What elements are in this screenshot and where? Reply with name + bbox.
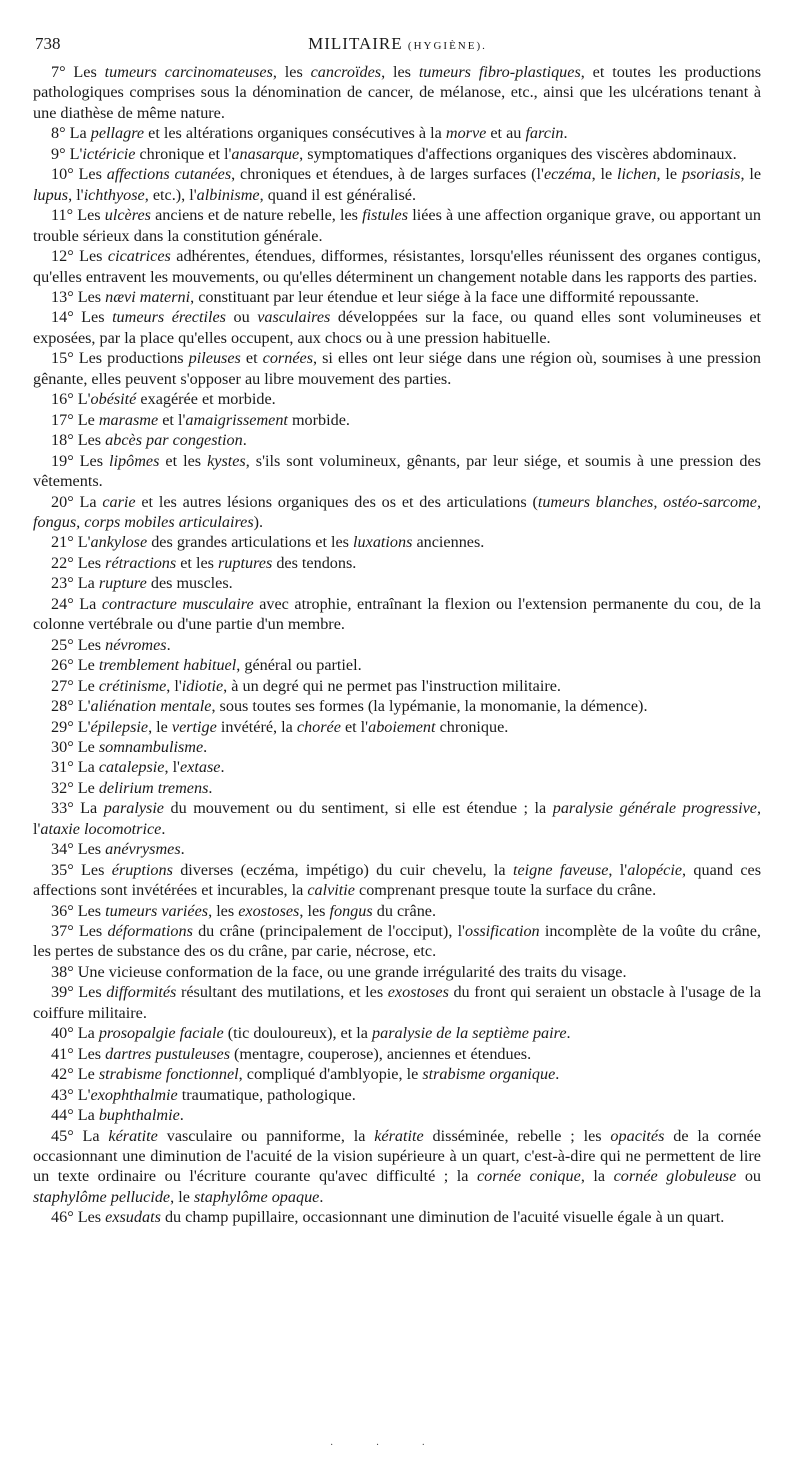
- list-item: [33, 144, 761, 164]
- text-run: 43° L': [51, 1085, 91, 1104]
- list-item: [33, 573, 761, 593]
- text-run: , symptomatiques d'affections organiques des viscères abdominaux.: [299, 144, 737, 163]
- text-run: 33° La: [51, 799, 104, 818]
- text-run: 27° Le: [51, 676, 99, 695]
- text-run: et les autres lésions organiques des os et des articulations (: [135, 492, 538, 511]
- italic-term: farcin: [525, 124, 564, 143]
- text-run: .: [319, 1187, 324, 1206]
- text-run: 24° La: [51, 594, 102, 613]
- text-run: 41° Les: [51, 1044, 106, 1063]
- text-run: 12° Les: [51, 247, 108, 266]
- italic-term: nævi materni: [105, 287, 191, 306]
- list-item: [33, 389, 761, 409]
- text-run: , constituant par leur étendue et leur siége à la face une difformité repoussante.: [190, 287, 700, 306]
- text-run: morbide.: [287, 410, 350, 429]
- list-item: [33, 430, 761, 450]
- text-run: 11° Les: [51, 206, 105, 225]
- italic-term: névromes: [105, 635, 167, 654]
- italic-term: lupus: [33, 185, 69, 204]
- text-run: 19° Les: [51, 451, 110, 470]
- text-run: 36° Les: [51, 901, 106, 920]
- italic-term: ulcères: [104, 206, 151, 225]
- text-run: 35° Les: [51, 860, 112, 879]
- text-run: 29° L': [51, 717, 91, 736]
- italic-term: somnambulisme: [98, 737, 204, 756]
- text-run: et: [240, 349, 263, 368]
- text-run: , etc.), l': [144, 185, 197, 204]
- text-run: 28° L': [51, 697, 91, 716]
- italic-term: strabisme fonctionnel: [98, 1065, 239, 1084]
- list-item: [33, 839, 761, 859]
- list-item: [33, 921, 761, 962]
- list-item: [33, 1085, 761, 1105]
- text-run: 23° La: [51, 574, 99, 593]
- text-run: .: [242, 431, 247, 450]
- text-run: 42° Le: [51, 1065, 99, 1084]
- list-item: [33, 492, 761, 533]
- text-run: (tic douloureux), et la: [223, 1024, 373, 1043]
- running-title-main: MILITAIRE: [308, 34, 403, 53]
- italic-term: tumeurs carcinomateuses: [104, 63, 273, 81]
- list-item: [33, 696, 761, 716]
- text-run: , à un degré qui ne permet pas l'instruction militaire.: [223, 676, 561, 695]
- list-item: [33, 164, 761, 205]
- text-run: du front qui seraient un obstacle à l'usage de la coiffure militaire.: [33, 983, 762, 1022]
- text-run: invétéré, la: [216, 717, 297, 736]
- italic-term: déformations: [107, 922, 193, 941]
- italic-term: amaigrissement: [185, 410, 288, 429]
- list-item: [33, 1105, 761, 1125]
- text-run: 38° Une vicieuse conformation de la face, ou une grande irrégularité des traits du visage.: [51, 962, 627, 981]
- list-item: [33, 532, 761, 552]
- italic-term: vasculaires: [257, 308, 331, 327]
- text-run: et les: [176, 553, 218, 572]
- italic-term: aliénation mentale: [90, 697, 212, 716]
- text-run: , le: [148, 717, 172, 736]
- text-run: 45° La: [51, 1126, 109, 1145]
- text-run: 20° La: [51, 492, 103, 511]
- text-run: traumatique, pathologique.: [177, 1085, 356, 1104]
- text-run: 25° Les: [51, 635, 106, 654]
- text-run: anciens et de nature rebelle, les: [150, 206, 363, 225]
- italic-term: tumeurs variées: [105, 901, 209, 920]
- list-item: [33, 962, 761, 982]
- list-item: [33, 1064, 761, 1084]
- text-run: , la: [580, 1167, 614, 1186]
- text-run: liées à une affection organique grave, ou apportant un trouble sérieux dans la constitution générale.: [33, 206, 761, 245]
- list-item: [33, 798, 761, 839]
- italic-term: ruptures: [218, 553, 273, 572]
- text-run: 34° Les: [51, 840, 106, 859]
- text-run: , s'ils sont volumineux, gênants, par leur siége, et soumis à une pression des vêtements.: [33, 451, 761, 491]
- text-run: .: [203, 737, 208, 756]
- list-item: [33, 246, 761, 287]
- list-item: [33, 717, 761, 737]
- text-run: .: [180, 840, 185, 859]
- italic-term: kératite: [374, 1126, 424, 1145]
- italic-term: carie: [102, 492, 136, 511]
- text-run: , général ou partiel.: [236, 656, 362, 675]
- text-run: , l': [33, 799, 761, 838]
- italic-term: marasme: [98, 410, 159, 429]
- list-item: [33, 62, 761, 123]
- italic-term: prosopalgie faciale: [98, 1024, 224, 1043]
- text-run: développées sur la face, ou quand elles sont volumineuses et exposées, par la place qu'elles occupent, aux chocs ou à une pression habituelle.: [33, 308, 761, 347]
- text-run: , le: [740, 165, 762, 184]
- list-item: [33, 1023, 761, 1043]
- list-item: [33, 982, 761, 1023]
- italic-term: morve: [445, 124, 487, 143]
- text-run: (mentagre, couperose), anciennes et étendues.: [230, 1044, 532, 1063]
- italic-term: affections cutanées: [106, 165, 232, 184]
- italic-term: buphthalmie: [98, 1106, 180, 1125]
- text-run: , quand ces affections sont invétérées et incurables, la: [33, 860, 762, 900]
- italic-term: paralysie de la septième paire: [372, 1024, 567, 1043]
- text-run: 14° Les: [51, 308, 113, 327]
- italic-term: ictéricie: [82, 144, 136, 163]
- list-item: [33, 348, 761, 389]
- text-run: chronique.: [435, 717, 509, 736]
- italic-term: delirium tremens: [98, 778, 209, 797]
- text-run: du champ pupillaire, occasionnant une diminution de l'acuité visuelle égale à un quart.: [160, 1208, 725, 1227]
- italic-term: eczéma: [543, 165, 592, 184]
- text-run: du crâne.: [372, 901, 437, 920]
- text-run: .: [179, 1106, 184, 1125]
- italic-term: fistules: [362, 206, 409, 225]
- text-run: 30° Le: [51, 737, 99, 756]
- text-run: diverses (eczéma, impétigo) du cuir chevelu, la: [172, 860, 513, 879]
- text-run: ou: [736, 1167, 762, 1186]
- article-body: [33, 62, 761, 1228]
- list-item: [33, 1207, 761, 1227]
- text-run: et l': [158, 410, 186, 429]
- text-run: 13° Les: [51, 287, 106, 306]
- text-run: ).: [253, 512, 264, 531]
- italic-term: paralysie générale progressive: [552, 799, 757, 818]
- italic-term: abcès par congestion: [105, 431, 243, 450]
- italic-term: teigne faveuse: [512, 860, 609, 879]
- text-run: et au: [486, 124, 526, 143]
- text-run: , le: [591, 165, 617, 184]
- text-run: , si elles ont leur siége dans une région où, soumises à une pression gênante, elles peuvent s'opposer au libre mouvement des parties.: [33, 349, 762, 388]
- text-run: .: [161, 819, 166, 838]
- text-run: 10° Les: [51, 165, 107, 184]
- italic-term: exsudats: [105, 1208, 161, 1227]
- text-run: .: [566, 1024, 571, 1043]
- italic-term: ossification: [464, 922, 540, 941]
- italic-term: cicatrices: [107, 247, 171, 266]
- text-run: et l': [340, 717, 369, 736]
- text-run: chronique et l': [135, 144, 232, 163]
- text-run: , le: [656, 165, 682, 184]
- italic-term: contracture musculaire: [101, 594, 254, 613]
- list-item: [33, 307, 761, 348]
- text-run: 44° La: [51, 1106, 99, 1125]
- text-run: 40° La: [51, 1024, 99, 1043]
- italic-term: épilepsie: [90, 717, 149, 736]
- text-run: 15° Les productions: [51, 349, 189, 368]
- text-run: 39° Les: [51, 983, 107, 1002]
- text-run: des grandes articulations et les: [147, 533, 354, 552]
- italic-term: calvitie: [307, 881, 355, 900]
- text-run: du mouvement ou du sentiment, si elle est étendue ; la: [164, 799, 553, 818]
- list-item: [33, 594, 761, 635]
- italic-term: ataxie locomotrice: [40, 819, 162, 838]
- italic-term: psoriasis: [681, 165, 741, 184]
- italic-term: rétractions: [105, 553, 177, 572]
- list-item: [33, 737, 761, 757]
- italic-term: tumeurs blanches, ostéo-sarcome, fongus, corps mobiles articulaires: [33, 492, 762, 531]
- list-item: [33, 1044, 761, 1064]
- italic-term: staphylôme pellucide: [33, 1187, 171, 1206]
- text-run: .: [220, 758, 225, 777]
- italic-term: tumeurs fibro-plastiques: [418, 63, 581, 81]
- italic-term: obésité: [90, 390, 137, 409]
- list-item: [33, 757, 761, 777]
- list-item: [33, 901, 761, 921]
- text-run: 37° Les: [51, 922, 108, 941]
- text-run: 17° Le: [51, 410, 99, 429]
- text-run: 9° L': [51, 144, 83, 163]
- text-run: , les: [381, 63, 419, 81]
- text-run: disséminée, rebelle ; les: [423, 1126, 611, 1145]
- italic-term: chorée: [296, 717, 341, 736]
- text-run: 26° Le: [51, 656, 99, 675]
- text-run: , sous toutes ses formes (la lypémanie, la monomanie, la démence).: [211, 697, 648, 716]
- italic-term: catalepsie: [98, 758, 165, 777]
- italic-term: cornée conique: [477, 1167, 581, 1186]
- text-run: , l': [164, 758, 180, 777]
- text-run: 22° Les: [51, 553, 106, 572]
- italic-term: dartres pustuleuses: [105, 1044, 230, 1063]
- text-run: , l': [608, 860, 628, 879]
- italic-term: rupture: [98, 574, 147, 593]
- running-header: [35, 34, 760, 56]
- italic-term: idiotie: [181, 676, 224, 695]
- text-run: , compliqué d'amblyopie, le: [238, 1065, 423, 1084]
- italic-term: kystes: [207, 451, 246, 470]
- list-item: [33, 287, 761, 307]
- text-run: , quand il est généralisé.: [259, 185, 417, 204]
- italic-term: albinisme: [196, 185, 260, 204]
- italic-term: pellagre: [90, 124, 145, 143]
- text-run: , les: [299, 901, 330, 920]
- list-item: [33, 778, 761, 798]
- italic-term: exophthalmie: [90, 1085, 178, 1104]
- italic-term: cornées: [262, 349, 313, 368]
- italic-term: extase: [179, 758, 221, 777]
- italic-term: difformités: [106, 983, 177, 1002]
- text-run: , l': [68, 185, 84, 204]
- italic-term: pileuses: [188, 349, 241, 368]
- italic-term: cancroïdes: [310, 63, 382, 81]
- italic-term: aboiement: [368, 717, 436, 736]
- text-run: .: [555, 1065, 560, 1084]
- italic-term: fongus: [329, 901, 373, 920]
- list-item: [33, 1126, 761, 1208]
- text-run: exagérée et morbide.: [136, 390, 276, 409]
- text-run: 8° La: [51, 124, 91, 143]
- text-run: , l': [166, 676, 182, 695]
- text-run: résultant des mutilations, et les: [176, 983, 388, 1002]
- italic-term: staphylôme opaque: [193, 1187, 320, 1206]
- text-run: 46° Les: [51, 1208, 106, 1227]
- italic-term: tumeurs érectiles: [112, 308, 226, 327]
- text-run: des muscles.: [146, 574, 233, 593]
- list-item: [33, 553, 761, 573]
- italic-term: éruptions: [111, 860, 173, 879]
- text-run: comprenant presque toute la surface du crâne.: [354, 881, 657, 900]
- italic-term: vertige: [171, 717, 217, 736]
- text-run: 31° La: [51, 758, 99, 777]
- italic-term: exostoses: [387, 983, 449, 1002]
- text-run: 32° Le: [51, 778, 99, 797]
- text-run: 21° L': [51, 533, 91, 552]
- page-number: 738: [35, 34, 61, 53]
- list-item: [33, 451, 761, 492]
- list-item: [33, 123, 761, 143]
- text-run: de la cornée occasionnant une diminution de l'acuité de la vision supérieure à un quart, c'est-à-dire qui ne permettent de lire un texte ordinaire ou l'écriture courante qu'avec difficulté ; la: [33, 1126, 761, 1186]
- text-run: 18° Les: [51, 431, 106, 450]
- text-run: du crâne (principalement de l'occiput), l': [192, 922, 465, 941]
- text-run: .: [166, 635, 171, 654]
- text-run: adhérentes, étendues, difformes, résistantes, lorsqu'elles réunissent des organes contigus, qu'elles entravent les mouvements, ou qu'elles déterminent un changement notable dans les rapports des parties.: [33, 247, 761, 286]
- italic-term: kératite: [108, 1126, 158, 1145]
- italic-term: alopécie: [627, 860, 683, 879]
- text-run: , et toutes les productions pathologiques comprises sous la dénomination de cancer, de mélanose, etc., ainsi que les ulcérations tenant à une diathèse de même nature.: [33, 63, 762, 122]
- list-item: [33, 205, 761, 246]
- text-run: 7° Les: [51, 63, 105, 81]
- running-title-sub: (HYGIÈNE).: [407, 40, 487, 52]
- list-item: [33, 860, 761, 901]
- text-run: 16° L': [51, 390, 91, 409]
- text-run: , les: [272, 63, 311, 81]
- italic-term: anasarque: [231, 144, 300, 163]
- italic-term: lipômes: [109, 451, 160, 470]
- list-item: [33, 635, 761, 655]
- text-run: ou: [225, 308, 258, 327]
- text-run: avec atrophie, entraînant la flexion ou l'extension permanente du cou, de la colonne vertébrale ou d'une partie d'un membre.: [33, 594, 761, 634]
- italic-term: lichen: [616, 165, 657, 184]
- italic-term: anévrysmes: [105, 840, 181, 859]
- italic-term: ankylose: [90, 533, 148, 552]
- italic-term: exostoses: [238, 901, 300, 920]
- page-specks: · · ·: [330, 1440, 445, 1451]
- italic-term: opacités: [610, 1126, 665, 1145]
- text-run: des tendons.: [272, 553, 357, 572]
- list-item: [33, 655, 761, 675]
- running-title: [35, 34, 760, 54]
- list-item: [33, 410, 761, 430]
- italic-term: ichthyose: [83, 185, 145, 204]
- text-run: , les: [208, 901, 239, 920]
- text-run: , le: [170, 1187, 194, 1206]
- list-item: [33, 676, 761, 696]
- text-run: vasculaire ou panniforme, la: [157, 1126, 375, 1145]
- italic-term: crétinisme: [98, 676, 167, 695]
- text-run: .: [563, 124, 568, 143]
- italic-term: tremblement habituel: [98, 656, 237, 675]
- text-run: , chroniques et étendues, à de larges surfaces (l': [231, 165, 544, 184]
- text-run: anciennes.: [412, 533, 485, 552]
- italic-term: cornée globuleuse: [613, 1167, 737, 1186]
- italic-term: luxations: [353, 533, 413, 552]
- italic-term: paralysie: [103, 799, 164, 818]
- text-run: et les: [159, 451, 208, 470]
- italic-term: strabisme organique: [422, 1065, 556, 1084]
- text-run: .: [208, 778, 213, 797]
- text-run: et les altérations organiques consécutives à la: [144, 124, 446, 143]
- text-run: incomplète de la voûte du crâne, les pertes de substance des os du crâne, par carie, nécrose, etc.: [33, 922, 761, 961]
